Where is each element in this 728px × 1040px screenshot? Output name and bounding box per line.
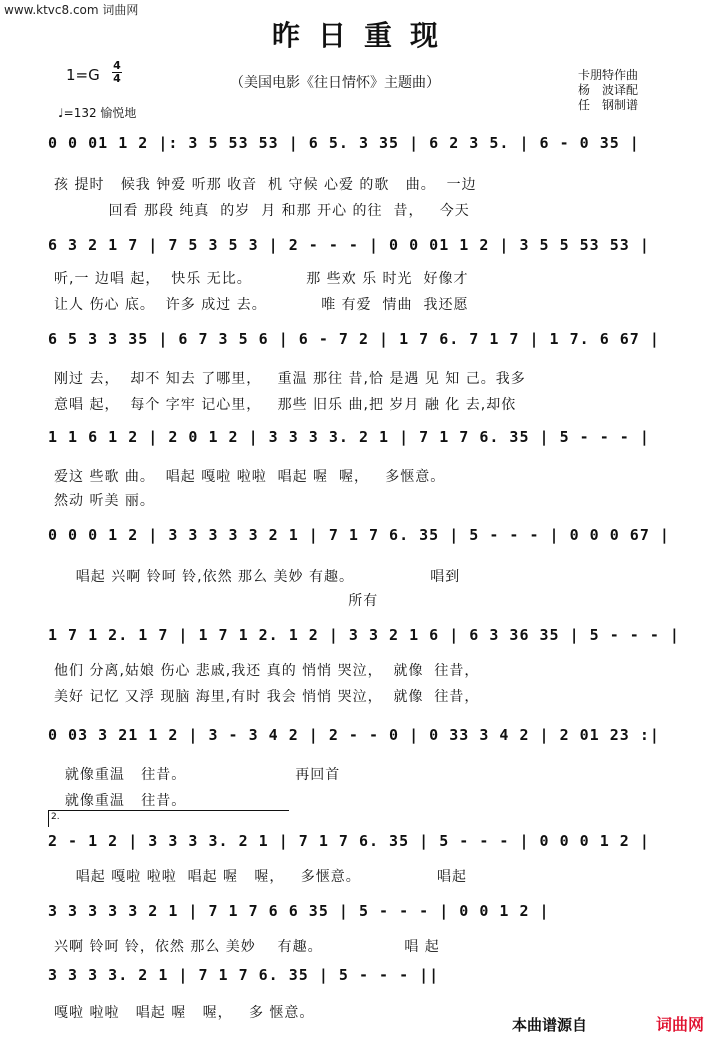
notation: 3 3 3 3. 2 1 | 7 1 7 6. 35 | 5 - - - || [48,966,440,984]
lyric-line: 让人 伤心 底。 许多 成过 去。 唯 有爱 情曲 我还愿 [54,297,469,313]
score-row [48,618,684,658]
lyric-line: 听,一 边唱 起， 快乐 无比。 那 些欢 乐 时光 好像才 [54,271,469,287]
notation: 0 0 01 1 2 |: 3 5 53 53 | 6 5. 3 35 | 6 2 3 5. | 6 - 0 35 | [48,134,640,152]
lyric-line: 回看 那段 纯真 的岁 月 和那 开心 的往 昔， 今天 [54,203,470,219]
lyric-line: 兴啊 铃呵 铃，依然 那么 美妙 有趣。 唱 起 [54,939,440,955]
lyric-line: 就像重温 往昔。 再回首 [54,767,341,783]
notation: 1 1 6 1 2 | 2 0 1 2 | 3 3 3 3. 2 1 | 7 1 7 6. 35 | 5 - - - | [48,428,650,446]
lyric-line: 美好 记忆 又浮 现脑 海里,有时 我会 悄悄 哭泣， 就像 往昔， [54,689,480,705]
notation: 0 0 0 1 2 | 3 3 3 3 3 2 1 | 7 1 7 6. 35 | 5 - - - | 0 0 0 67 | [48,526,670,544]
notation: 6 5 3 3 35 | 6 7 3 5 6 | 6 - 7 2 | 1 7 6. 7 1 7 | 1 7. 6 67 | [48,330,660,348]
score-row [48,518,684,558]
notation: 6 3 2 1 7 | 7 5 3 5 3 | 2 - - - | 0 0 01 1 2 | 3 5 5 53 53 | [48,236,650,254]
source-note: 本曲谱源自 [512,1016,588,1034]
lyric-line: 嘎啦 啦啦 唱起 喔 喔， 多 惬意。 [54,1005,315,1021]
score-row [48,322,684,362]
score-row [48,824,684,864]
notation: 1 7 1 2. 1 7 | 1 7 1 2. 1 2 | 3 3 2 1 6 | 6 3 36 35 | 5 - - - | [48,626,680,644]
score-row [48,958,684,998]
lyric-line: 唱起 兴啊 铃呵 铃,依然 那么 美妙 有趣。 唱到 [54,569,461,585]
lyric-line: 所有 [54,593,379,609]
credits: 卡朋特作曲 杨 波译配 任 钢制谱 [578,68,639,112]
volta-bracket: 2. [48,810,289,827]
notation: 0 03 3 21 1 2 | 3 - 3 4 2 | 2 - - 0 | 0 33 3 4 2 | 2 01 23 :| [48,726,660,744]
lyric-line: 爱这 些歌 曲。 唱起 嘎啦 啦啦 唱起 喔 喔， 多惬意。 [54,469,446,485]
site-logo[interactable]: 词曲网 [656,1015,705,1034]
score-row [48,228,684,268]
lyric-line: 刚过 去， 却不 知去 了哪里， 重温 那往 昔,恰 是遇 见 知 己。我多 [54,371,526,387]
score-row [48,894,684,934]
score-row [48,420,684,460]
lyric-line: 然动 听美 丽。 [54,493,155,509]
song-title: 昨日重现 [271,19,456,52]
key-signature: 1=G [66,66,100,84]
site-url: www.ktvc8.com 词曲网 [4,3,139,17]
lyric-line: 就像重温 往昔。 [54,793,187,809]
lyric-line: 意唱 起， 每个 字牢 记心里， 那些 旧乐 曲,把 岁月 融 化 去,却依 [54,397,517,413]
notation: 2 - 1 2 | 3 3 3 3. 2 1 | 7 1 7 6. 35 | 5 - - - | 0 0 0 1 2 | [48,832,650,850]
tempo-mark: ♩=132 愉悦地 [58,106,137,120]
lyric-line: 唱起 嘎啦 啦啦 唱起 喔 喔， 多惬意。 唱起 [54,869,468,885]
lyric-line: 他们 分离,姑娘 伤心 悲戚,我还 真的 悄悄 哭泣， 就像 往昔， [54,663,480,679]
notation: 3 3 3 3 3 2 1 | 7 1 7 6 6 35 | 5 - - - | 0 0 1 2 | [48,902,550,920]
song-subtitle: （美国电影《往日情怀》主题曲） [230,75,440,91]
time-signature: 4 4 [113,59,121,85]
score-row [48,126,684,166]
score-row [48,718,684,758]
lyric-line: 孩 提时 候我 钟爱 听那 收音 机 守候 心爱 的歌 曲。 一边 [54,177,477,193]
